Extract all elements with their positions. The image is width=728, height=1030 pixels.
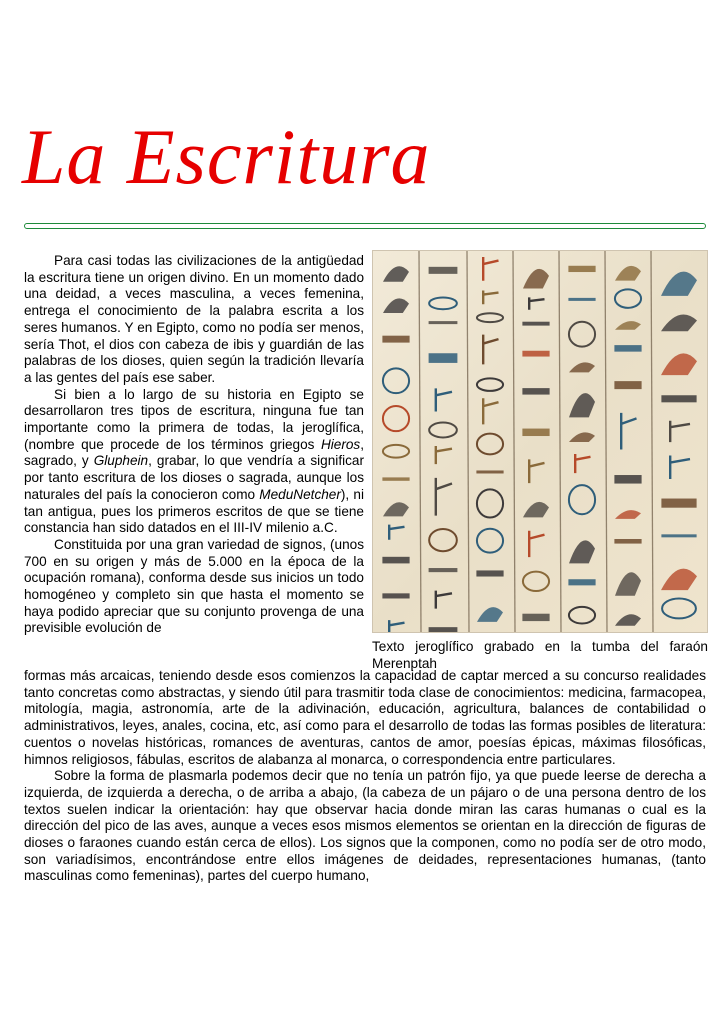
- hieroglyph-sign: [382, 557, 409, 564]
- hieroglyph-sign: [661, 499, 696, 508]
- hieroglyph-sign: [522, 322, 549, 326]
- figure-caption: Texto jeroglífico grabado en la tumba del faraón Merenptah: [372, 639, 708, 671]
- hieroglyph-sign: [568, 298, 595, 301]
- paragraph-types-text-d: ), ni tan antigua, pues los primeros escritos de que se tiene constancia han sido datados en el III-IV milenio a.C.: [24, 486, 364, 536]
- title-divider: [24, 223, 706, 229]
- paragraph-signs-continued: formas más arcaicas, teniendo desde esos comienzos la capacidad de captar merced a su concurso realidades tanto concretas como abstractas, y siendo útil para trasmitir toda clase de conocimientos: medicina, farmacopea, mitología, magia, astronomía, arte de la adivinación, educación, agricultura, balances de contabilidad o administrativos, leyes, anales, cocina, etc, así como para el desarrollo de todas las formas posibles de literatura: cuentos o novelas históricas, romances de aventuras, cantos de amor, poesías épicas, máximas filosóficas, himnos religiosos, fábulas, escritos de alabanza al monarca, o correspondencia entre particulares.: [24, 668, 706, 767]
- hieroglyph-sign: [614, 539, 641, 544]
- paragraph-origin: Para casi todas las civilizaciones de la antigüedad la escritura tiene un origen divino. En un momento dado una deidad, a veces masculina, a veces femenina, entrega el conocimiento de la palabra escrita a los seres humanos. Y en Egipto, como no podía ser menos, sería Thot, el dios con cabeza de ibis y guardián de las palabras de los dioses, quien según la tradición llevaría a las gentes del país ese saber.: [24, 253, 364, 385]
- term-medunetcher: MeduNetcher: [259, 486, 341, 502]
- paragraph-signs-start: Constituida por una gran variedad de signos, (unos 700 en su origen y más de 5.000 en la época de la ocupación romana), conforma desde sus inicios un todo homogéneo y completo sin que hasta el momento se haya podido apreciar que su conjunto provenga de una previsible evolución de: [24, 536, 364, 636]
- hieroglyph-sign: [382, 336, 409, 343]
- hieroglyph-sign: [614, 381, 641, 389]
- hieroglyph-sign: [476, 470, 503, 473]
- hieroglyph-sign: [429, 353, 458, 363]
- hieroglyph-sign: [522, 351, 549, 357]
- intro-column: [24, 253, 364, 637]
- hieroglyph-sign: [429, 627, 458, 632]
- hieroglyph-sign: [429, 568, 458, 572]
- hieroglyphs-photo: [372, 250, 708, 633]
- term-gluphein: Gluphein: [93, 453, 149, 469]
- hieroglyph-sign: [568, 579, 595, 585]
- hieroglyph-sign: [429, 267, 458, 274]
- term-hieros: Hieros: [320, 436, 361, 452]
- paragraph-types-text-a: Si bien a lo largo de su historia en Egipto se desarrollaron tres tipos de escritura, ninguna fue tan importante como la primera de todas, la jeroglífica, (nombre que procede de los términos griegos: [24, 386, 364, 452]
- page-title: La Escritura: [22, 113, 431, 200]
- hieroglyph-sign: [476, 570, 503, 576]
- hieroglyph-sign: [661, 395, 696, 402]
- hieroglyph-sign: [522, 388, 549, 394]
- paragraph-types: [24, 387, 364, 537]
- hieroglyph-sign: [382, 593, 409, 598]
- paragraph-types-text-c: , grabar, lo que vendría a significar por tanto escritura de los dioses o sagrada, aunque los naturales del país la conocieron como: [24, 453, 364, 502]
- paragraph-orientation: Sobre la forma de plasmarla podemos decir que no tenía un patrón fijo, ya que puede leerse de derecha a izquierda, de izquierda a derecha, o de arriba a abajo, (la cabeza de un pájaro o de una persona dentro de los textos suelen indicar la orientación: hay que observar hacia donde miran las caras humanas o cual es la dirección del pico de las aves, aunque a veces esos mismos elementos se orientan en la dirección de figuras de dioses o faraones cuando están cerca de ellos). Los signos que la componen, como no podía ser de otro modo, son variadísimos, encontrándose entre ellos imágenes de deidades, representaciones humanas, (tanto masculinas como femeninas), partes del cuerpo humano,: [24, 768, 706, 884]
- hieroglyphs-image: [373, 251, 707, 632]
- hieroglyph-sign: [614, 475, 641, 484]
- hieroglyph-sign: [568, 266, 595, 272]
- hieroglyph-sign: [522, 429, 549, 436]
- hieroglyph-sign: [429, 321, 458, 324]
- hieroglyph-sign: [614, 345, 641, 352]
- hieroglyph-sign: [661, 534, 696, 537]
- hieroglyph-sign: [522, 614, 549, 621]
- hieroglyph-sign: [382, 477, 409, 480]
- full-width-column: [24, 668, 706, 885]
- paragraph-types-text-b: , sagrado, y: [24, 436, 364, 469]
